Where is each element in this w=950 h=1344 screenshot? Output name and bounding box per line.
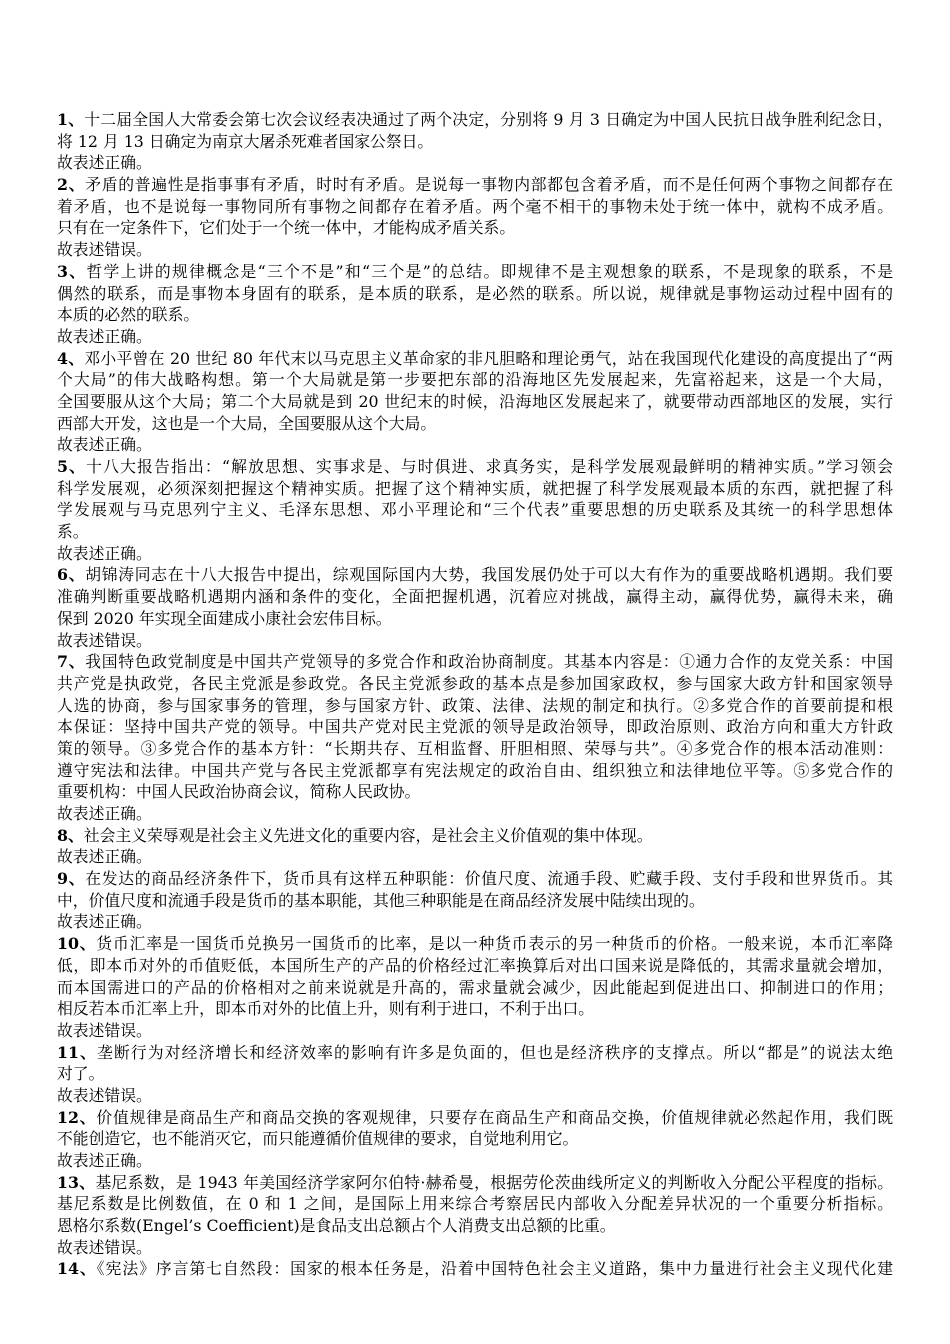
line-text: 保到 2020 年实现全面建成小康社会宏伟目标。 [57, 608, 392, 628]
text-line [57, 760, 893, 782]
text-line [57, 109, 893, 131]
item-number: 12、 [57, 1107, 97, 1127]
line-text: 胡锦涛同志在十八大报告中提出，综观国际国内大势，我国发展仍处于可以大有作为的重要战略机遇期。我们要 [85, 565, 893, 585]
line-text: 人选的协商，参与国家事务的管理，参与国家方针、政策、法律、法规的制定和执行。②多党合作的首要前提和根 [57, 695, 893, 715]
text-line [57, 781, 893, 803]
line-text: 准确判断重要战略机遇期内涵和条件的变化，全面把握机遇，沉着应对挑战，赢得主动，赢得优势，赢得未来，确 [57, 587, 893, 607]
text-line [57, 369, 893, 391]
question-item [57, 456, 893, 564]
line-text: 社会主义荣辱观是社会主义先进文化的重要内容，是社会主义价值观的集中体现。 [83, 825, 653, 845]
item-number: 13、 [57, 1172, 96, 1192]
text-line [57, 1215, 893, 1237]
text-line [57, 499, 893, 521]
question-item [57, 1042, 893, 1107]
line-text: 垄断行为对经济增长和经济效率的影响有许多是负面的，但也是经济秩序的支撑点。所以“都是”的说法太绝 [97, 1042, 893, 1062]
text-line [57, 1258, 893, 1280]
item-number: 8、 [57, 825, 84, 845]
text-line [57, 521, 893, 543]
text-line [57, 304, 893, 326]
line-text: 不能创造它，也不能消灭它，而只能遵循价值规律的要求，自觉地利用它。 [57, 1129, 579, 1149]
line-text: 将 12 月 13 日确定为南京大屠杀死难者国家公祭日。 [57, 131, 434, 151]
text-line [57, 283, 893, 305]
line-text: 而本国需进口的产品的价格相对之前来说就是升高的，需求量就会减少，因此能起到促进出口、抑制进口的作用； [57, 977, 893, 997]
question-item [57, 825, 893, 868]
verdict-text: 故表述正确。 [57, 435, 152, 455]
verdict-text: 故表述错误。 [57, 1020, 152, 1040]
item-number: 1、 [57, 110, 85, 129]
line-text: 着矛盾，也不是说每一事物同所有事物之间都存在着矛盾。两个毫不相干的事物未处于统一体中，就构不成矛盾。 [57, 196, 893, 216]
line-text: 十八大报告指出：“解放思想、实事求是、与时俱进、求真务实，是科学发展观最鲜明的精神实质。”学习领会 [86, 457, 893, 476]
line-text: 十二届全国人大常委会第七次会议经表决通过了两个决定，分别将 9 月 3 日确定为中国人民抗日战争胜利纪念日， [84, 110, 893, 129]
line-text: 邓小平曾在 20 世纪 80 年代末以马克思主义革命家的非凡胆略和理论勇气，站在我国现代化建设的高度提出了“两 [84, 348, 893, 368]
line-text: 在发达的商品经济条件下，货币具有这样五种职能：价值尺度、流通手段、贮藏手段、支付手段和世界货币。其 [85, 869, 893, 889]
text-line [57, 890, 893, 912]
text-line [57, 868, 893, 890]
verdict-text: 故表述错误。 [57, 630, 152, 650]
item-number: 11、 [57, 1042, 98, 1062]
text-line [57, 695, 893, 717]
text-line [57, 478, 893, 500]
question-item [57, 174, 893, 261]
line-text: 本保证：坚持中国共产党的领导。中国共产党对民主党派的领导是政治领导，即政治原则、政治方向和重大方针政 [57, 717, 893, 737]
text-line [57, 131, 893, 153]
item-number: 7、 [57, 652, 86, 672]
text-line [57, 955, 893, 977]
question-item [57, 564, 893, 651]
line-text: 科学发展观，必须深刻把握这个精神实质。把握了这个精神实质，就把握了科学发展观最本质的东西，就把握了科 [57, 478, 893, 498]
text-line [57, 413, 893, 435]
item-number: 3、 [57, 261, 87, 281]
question-item [57, 868, 893, 933]
text-line [57, 456, 893, 478]
text-line [57, 1172, 893, 1194]
line-text: 货币汇率是一国货币兑换另一国货币的比率，是以一种货币表示的另一种货币的价格。一般来说，本币汇率降 [96, 934, 893, 954]
text-line [57, 1042, 893, 1064]
text-line [57, 564, 893, 586]
item-number: 9、 [57, 869, 86, 889]
line-text: 我国特色政党制度是中国共产党领导的多党合作和政治协商制度。其基本内容是：①通力合作的友党关系：中国 [85, 652, 893, 672]
line-text: 学发展观与马克思列宁主义、毛泽东思想、邓小平理论和“三个代表”重要思想的历史联系及其统一的科学思想体 [57, 500, 893, 520]
question-item [57, 651, 893, 825]
question-item [57, 261, 893, 348]
text-line [57, 391, 893, 413]
text-line [57, 196, 893, 218]
line-text: 相反若本币汇率上升，即本币对外的比值上升，则有利于进口，不利于出口。 [57, 999, 595, 1019]
text-line [57, 1107, 893, 1129]
verdict-text: 故表述正确。 [57, 847, 152, 867]
item-number: 5、 [57, 457, 87, 476]
text-line [57, 608, 893, 630]
line-text: 基尼系数是比例数值，在 0 和 1 之间，是国际上用来综合考察居民内部收入分配差异状况的一个重要分析指标。 [57, 1194, 893, 1214]
line-text: 价值规律是商品生产和商品交换的客观规律，只要存在商品生产和商品交换，价值规律就必然起作用，我们既 [96, 1107, 893, 1127]
line-text: 低，即本币对外的币值贬低，本国所生产的产品的价格经过汇率换算后对出口国来说是降低的，其需求量就会增加， [57, 955, 893, 975]
text-line [57, 651, 893, 673]
line-text: 遵守宪法和法律。中国共产党与各民主党派都享有宪法规定的政治自由、组织独立和法律地位平等。⑤多党合作的 [57, 760, 893, 780]
line-text: 全国要服从这个大局；第二个大局就是到 20 世纪末的时候，沿海地区发展起来了，就要带动西部地区的发展，实行 [57, 391, 893, 411]
verdict-text: 故表述正确。 [57, 1151, 152, 1170]
line-text: 矛盾的普遍性是指事事有矛盾，时时有矛盾。是说每一事物内部都包含着矛盾，而不是任何两个事物之间都存在 [85, 175, 893, 195]
verdict-text: 故表述错误。 [57, 240, 152, 260]
line-text: 系。 [57, 522, 89, 542]
line-text: 偶然的联系，而是事物本身固有的联系，是本质的联系，是必然的联系。所以说，规律就是事物运动过程中固有的 [57, 283, 893, 303]
question-item [57, 109, 893, 174]
text-line [57, 716, 893, 738]
text-line [57, 1128, 893, 1150]
line-text: 中，价值尺度和流通手段是货币的基本职能，其他三种职能是在商品经济发展中陆续出现的。 [57, 890, 705, 910]
line-text: 恩格尔系数(Engel’s Coefficient)是食品支出总额占个人消费支出总额的比重。 [57, 1216, 616, 1236]
line-text: 策的领导。③多党合作的基本方针：“长期共存、互相监督、肝胆相照、荣辱与共”。④多党合作的根本活动准则： [57, 738, 893, 758]
text-line [57, 738, 893, 760]
text-line [57, 1063, 893, 1085]
document-body [57, 109, 893, 1280]
text-line [57, 348, 893, 370]
line-text: 《宪法》序言第七自然段：国家的根本任务是，沿着中国特色社会主义道路，集中力量进行社会主义现代化建 [96, 1259, 893, 1279]
text-line [57, 1193, 893, 1215]
text-line [57, 217, 893, 239]
line-text: 重要机构：中国人民政治协商会议，简称人民政协。 [57, 782, 421, 802]
verdict-text: 故表述正确。 [57, 912, 152, 932]
item-number: 14、 [57, 1259, 97, 1279]
line-text: 只有在一定条件下，它们处于一个统一体中，才能构成矛盾关系。 [57, 218, 516, 238]
line-text: 本质的必然的联系。 [57, 305, 200, 325]
line-text: 基尼系数，是 1943 年美国经济学家阿尔伯特·赫希曼，根据劳伦茨曲线所定义的判断收入分配公平程度的指标。 [95, 1172, 893, 1192]
text-line [57, 825, 893, 847]
text-line [57, 586, 893, 608]
verdict-text: 故表述正确。 [57, 804, 152, 823]
text-line [57, 174, 893, 196]
question-item [57, 1258, 893, 1280]
line-text: 哲学上讲的规律概念是“三个不是”和“三个是”的总结。即规律不是主观想象的联系，不是现象的联系，不是 [86, 261, 893, 281]
item-number: 4、 [57, 348, 85, 368]
text-line [57, 977, 893, 999]
verdict-text: 故表述错误。 [57, 1085, 152, 1105]
line-text: 西部大开发，这也是一个大局，全国要服从这个大局。 [57, 413, 437, 433]
line-text: 共产党是执政党，各民主党派是参政党。各民主党派参政的基本点是参加国家政权，参与国家大政方针和国家领导 [57, 673, 893, 693]
text-line [57, 261, 893, 283]
question-item [57, 1172, 893, 1259]
text-line [57, 673, 893, 695]
question-item [57, 1107, 893, 1172]
item-number: 6、 [57, 565, 86, 585]
verdict-text: 故表述错误。 [57, 1237, 152, 1257]
verdict-text: 故表述正确。 [57, 326, 152, 346]
item-number: 2、 [57, 175, 86, 195]
verdict-text: 故表述正确。 [57, 543, 152, 563]
question-item [57, 348, 893, 456]
line-text: 对了。 [57, 1064, 105, 1084]
line-text: 个大局”的伟大战略构想。第一个大局就是第一步要把东部的沿海地区先发展起来，先富裕起来，这是一个大局， [57, 370, 893, 390]
item-number: 10、 [57, 934, 97, 954]
text-line [57, 933, 893, 955]
text-line [57, 998, 893, 1020]
question-item [57, 933, 893, 1041]
verdict-text: 故表述正确。 [57, 153, 152, 173]
